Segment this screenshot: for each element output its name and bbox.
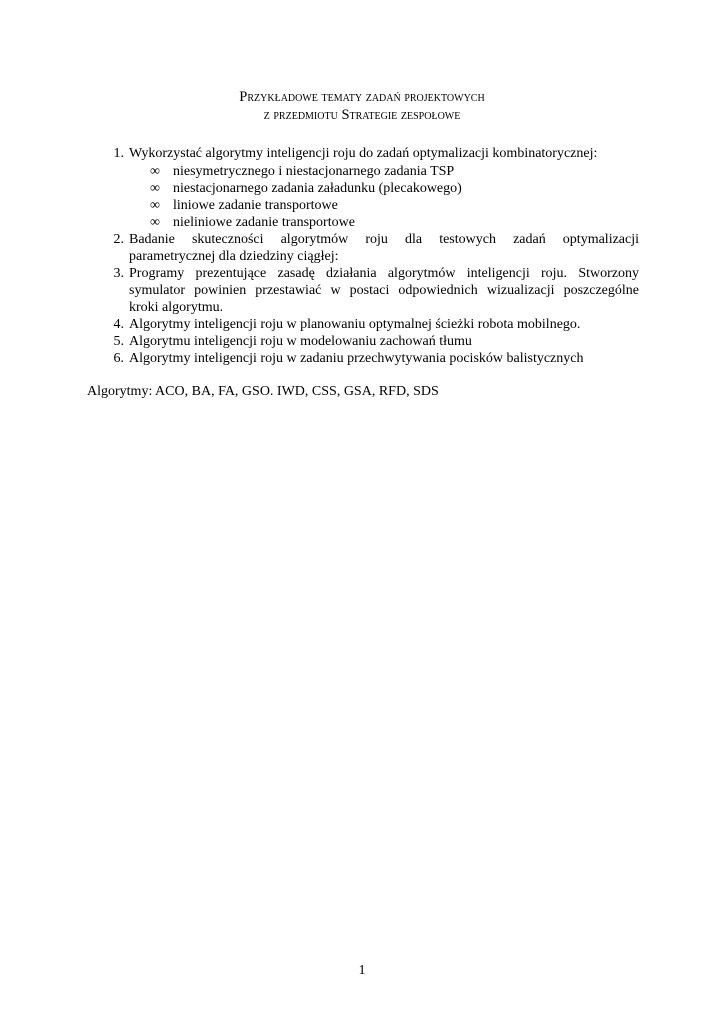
list-item-text-line: Programy prezentujące zasadę działania algorytmów inteligencji roju. Stworzony	[129, 266, 639, 281]
list-item-text: Algorytmy inteligencji roju w zadaniu przechwytywania pocisków balistycznych	[129, 351, 584, 366]
page-number: 1	[358, 963, 366, 978]
sub-item-text: niesymetrycznego i niestacjonarnego zadania TSP	[173, 164, 455, 179]
list-item-text-line: kroki algorytmu.	[129, 300, 224, 315]
sub-item-text: niestacjonarnego zadania załadunku (plecakowego)	[173, 181, 462, 196]
list-item-number: 5.	[113, 334, 124, 349]
list-item-number: 3.	[113, 266, 124, 281]
list-item-number: 2.	[113, 232, 124, 247]
list-item-text: Algorytmy inteligencji roju w planowaniu optymalnej ścieżki robota mobilnego.	[129, 317, 581, 332]
infinity-bullet-icon: ∞	[150, 164, 160, 179]
infinity-bullet-icon: ∞	[150, 198, 160, 213]
title-line-2: z przedmiotu Strategie zespołowe	[263, 107, 461, 123]
list-item-number: 4.	[113, 317, 124, 332]
sub-item-text: liniowe zadanie transportowe	[173, 198, 338, 213]
infinity-bullet-icon: ∞	[150, 215, 160, 230]
list-item-text-line: symulator powinien przestawiać w postaci odpowiednich wizualizacji poszczególne	[129, 283, 639, 298]
sub-item-text: nieliniowe zadanie transportowe	[173, 215, 355, 230]
list-item-text-line: parametrycznej dla dziedziny ciągłej:	[129, 249, 339, 264]
list-item-number: 6.	[113, 351, 124, 366]
infinity-bullet-icon: ∞	[150, 181, 160, 196]
list-item-text: Algorytmu inteligencji roju w modelowaniu zachowań tłumu	[129, 334, 472, 349]
algorithms-line: Algorytmy: ACO, BA, FA, GSO. IWD, CSS, GSA, RFD, SDS	[87, 384, 439, 399]
list-item-text: Wykorzystać algorytmy inteligencji roju do zadań optymalizacji kombinatorycznej:	[129, 146, 598, 161]
list-item-text-line: Badanie skuteczności algorytmów roju dla testowych zadań optymalizacji	[129, 232, 639, 247]
title-line-1: Przykładowe tematy zadań projektowych	[239, 89, 485, 105]
list-item-number: 1.	[113, 146, 124, 161]
